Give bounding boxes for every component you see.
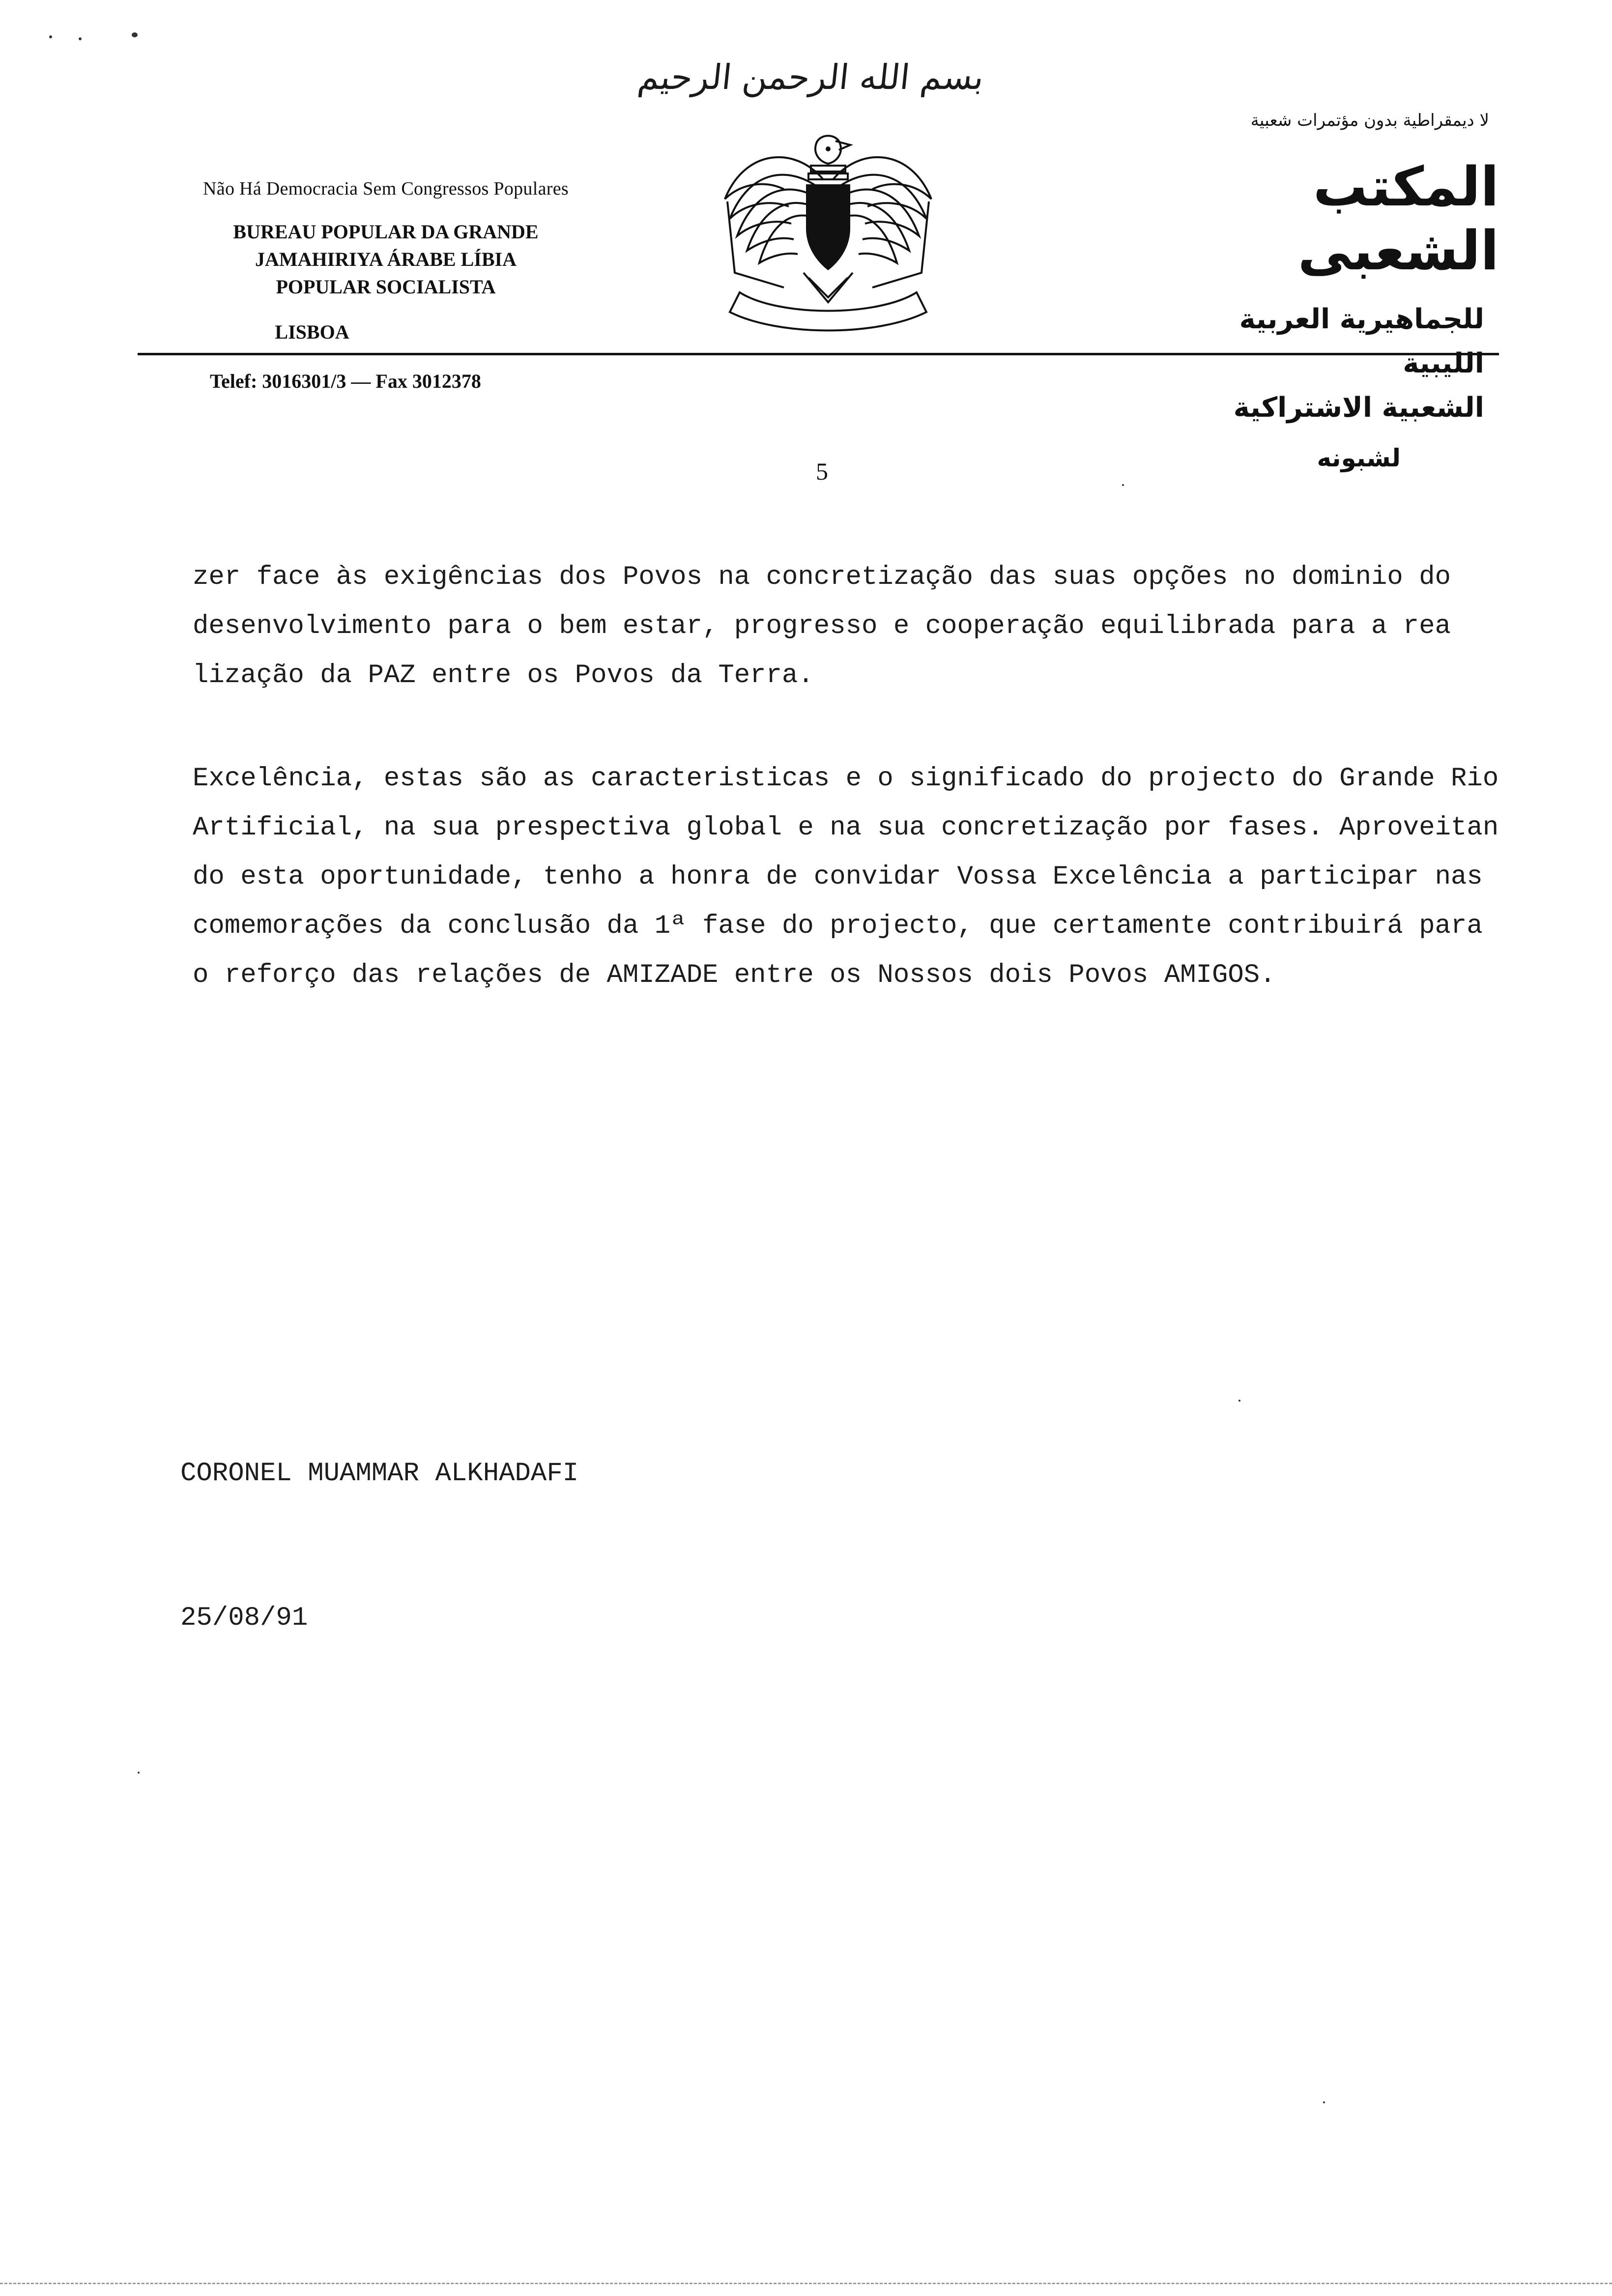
- letterhead-arabic: [1204, 111, 1499, 472]
- paragraph-2-line: Artificial, na sua prespectiva global e na sua concretização por fases. Aproveitan: [193, 813, 1499, 843]
- paragraph-2-line: comemorações da conclusão da 1ª fase do projecto, que certamente contribuirá para: [193, 911, 1483, 941]
- slogan-portuguese: Não Há Democracia Sem Congressos Populares: [203, 178, 569, 199]
- paragraph-1: [193, 553, 1544, 700]
- bureau-line-2: JAMAHIRIYA ÁRABE LÍBIA: [255, 248, 517, 270]
- bureau-line-3: POPULAR SOCIALISTA: [276, 276, 496, 298]
- paragraph-2-line: do esta oportunidade, tenho a honra de convidar Vossa Excelência a participar nas: [193, 862, 1483, 892]
- letterhead-divider: [138, 353, 1499, 355]
- eagle-emblem-icon: [710, 125, 946, 342]
- paragraph-1-line: zer face às exigências dos Povos na concretização das suas opções no dominio do: [193, 562, 1451, 592]
- arabic-city: لشبونه: [1317, 444, 1401, 472]
- contact-line: Telef: 3016301/3 — Fax 3012378: [210, 370, 481, 392]
- letterhead-left: [133, 178, 639, 344]
- arabic-line-2: الشعبية الاشتراكية: [1233, 392, 1484, 424]
- city-name: LISBOA: [275, 321, 349, 343]
- bismillah-calligraphy: بسم الله الرحمن الرحيم: [635, 57, 986, 97]
- paragraph-2-line: Excelência, estas são as caracteristicas e o significado do projecto do Grande Rio: [193, 764, 1499, 794]
- letter-date: 25/08/91: [180, 1603, 308, 1633]
- paragraph-1-line: lização da PAZ entre os Povos da Terra.: [193, 660, 814, 690]
- paragraph-2: [193, 754, 1544, 1000]
- page-number: 5: [816, 458, 828, 485]
- slogan-arabic: لا ديمقراطية بدون مؤتمرات شعبية: [1250, 111, 1489, 130]
- signature-name: CORONEL MUAMMAR ALKHADAFI: [180, 1459, 579, 1489]
- arabic-title: المكتب الشعبى: [1297, 155, 1499, 282]
- paragraph-2-line: o reforço das relações de AMIZADE entre os Nossos dois Povos AMIGOS.: [193, 960, 1276, 990]
- paragraph-1-line: desenvolvimento para o bem estar, progresso e cooperação equilibrada para a rea: [193, 611, 1451, 641]
- bureau-line-1: BUREAU POPULAR DA GRANDE: [233, 221, 539, 243]
- scan-bottom-edge: [0, 2283, 1612, 2284]
- arabic-line-1: للجماهيرية العربية الليبية: [1239, 303, 1484, 379]
